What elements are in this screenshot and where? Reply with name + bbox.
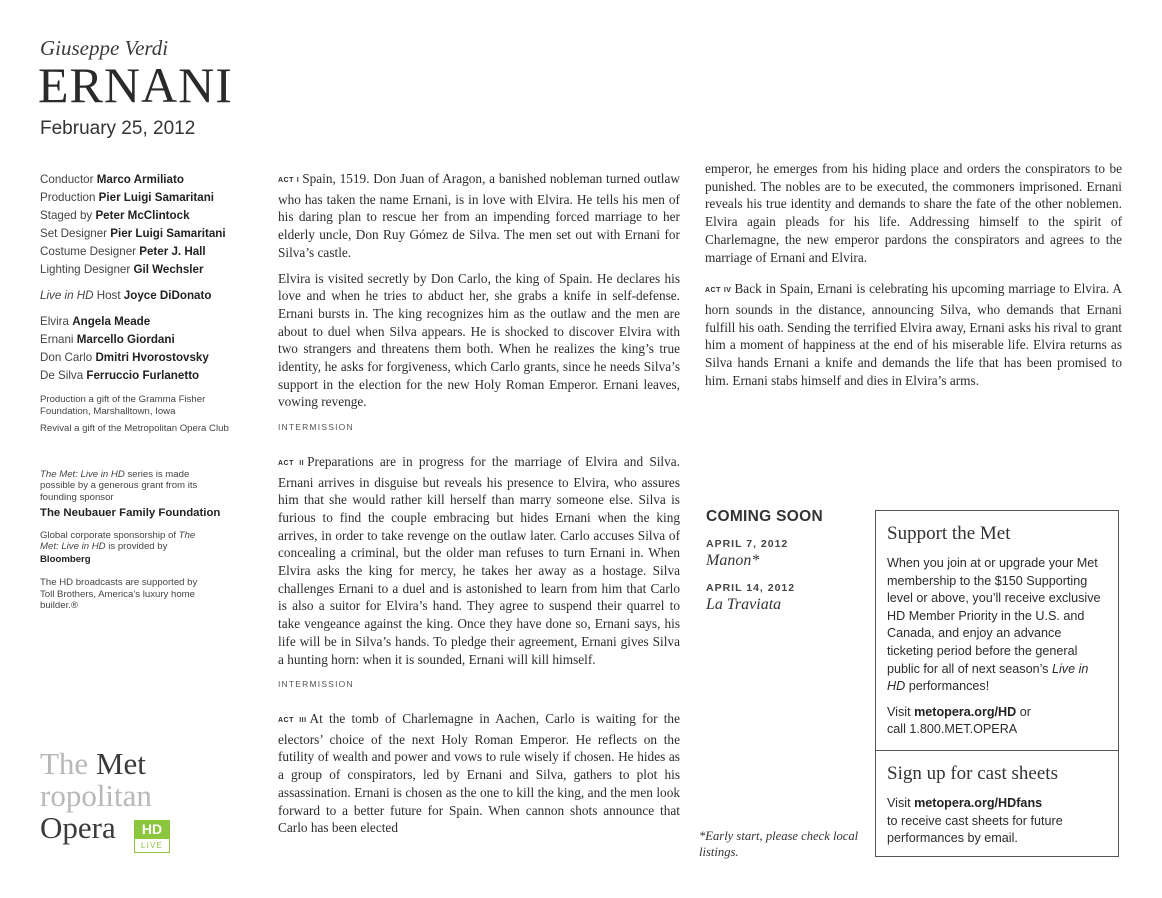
cast-don-carlo: Don Carlo Dmitri Hvorostovsky [40,351,209,364]
credit-set-designer: Set Designer Pier Luigi Samaritani [40,227,226,240]
act1-tag: ACT I [278,177,300,184]
live-label: LIVE [134,838,170,853]
act1-paragraph-1: ACT I Spain, 1519. Don Juan of Aragon, a banished nobleman turned outlaw who has taken the name Ernani, is in love with Elvira. He tells his men of his daring plan to rescue her from an impending forced marriage to her elderly uncle, Don Ruy Gómez de Silva. The men set out with Ernani for Silva’s castle. [278,171,680,260]
act2-tag: ACT II [278,459,305,467]
synopsis-column-2 [705,160,1122,397]
support-body: When you join at or upgrade your Met membership to the $150 Supporting level or above, you’ll receive exclusive HD Member Priority in the U.S. and Canada, and enjoy an advance ticketing period before the general public for all of next season’s Live in HD performances! [887,556,1101,694]
act3-continuation: emperor, he emerges from his hiding place and orders the conspirators to be punished. The nobles are to be executed, the commoners imprisoned. Ernani reveals his true identity and demands to share the fate of the other noblemen. Elvira again pleads for his life. Addressing himself to the spirit of Charlemagne, the new emperor pardons the conspirators and agrees to the marriage of Ernani and Elvira. [705,161,1122,265]
act4-paragraph: ACT IV Back in Spain, Ernani is celebrating his upcoming marriage to Elvira. A horn sounds in the distance, announcing Silva, who demands that Ernani fulfill his oath. Sending the terrified Elvira away, Ernani asks his rival to grant him a moment of happiness at the end of his miserable life. Elvira returns as Silva hands Ernani a knife and demands the life that has been promised to him. Ernani stabs himself and dies in Elvira’s arms. [705,281,1122,388]
cast-sheets-visit: Visit metopera.org/HDfans [887,796,1043,810]
corporate-sponsor-name: Bloomberg [40,553,91,565]
synopsis-column-1 [278,170,680,845]
composer-name: Giuseppe Verdi [40,36,169,60]
credit-conductor: Conductor Marco Armiliato [40,173,184,186]
logo-line-2: ropolitan [40,778,152,813]
sponsor-note: The Met: Live in HD series is made possible by a generous grant from its founding sponsor [40,468,198,503]
credits-column [40,171,265,612]
production-gift-note: Production a gift of the Gramma Fisher Foundation, Marshalltown, Iowa [40,394,206,417]
coming-title-1: Manon* [706,552,760,569]
cast-ernani: Ernani Marcello Giordani [40,333,175,346]
cast-de-silva: De Silva Ferruccio Furlanetto [40,369,200,382]
sponsor-name: The Neubauer Family Foundation [40,507,221,519]
credit-host: Live in HD Host Joyce DiDonato [40,289,212,302]
cast-sheets-body: to receive cast sheets for future performances by email. [887,813,1063,846]
credit-lighting-designer: Lighting Designer Gil Wechsler [40,263,204,276]
intermission-label: INTERMISSION [278,679,354,690]
support-link[interactable]: metopera.org/HD [914,704,1017,719]
support-visit: Visit metopera.org/HD or [887,704,1031,719]
act3-paragraph: ACT III At the tomb of Charlemagne in Aachen, Carlo is waiting for the electors’ choice of the next Holy Roman Emperor. He reflects on the futility of wealth and power and vows to rule wisely if chosen. He hides as a group of conspirators, led by Ernani and Silva, gathers to plot his assassination. Ernani is chosen as the one to kill the king, and the men look forward to a better future for Spain. When cannon shots announce that Carlo has been elected [278,710,680,836]
credit-staged-by: Staged by Peter McClintock [40,209,190,222]
info-box [875,510,1119,857]
cast-sheets-heading: Sign up for cast sheets [887,763,1058,784]
credit-production: Production Pier Luigi Samaritani [40,191,214,204]
revival-gift-note: Revival a gift of the Metropolitan Opera Club [40,423,229,434]
act4-tag: ACT IV [705,287,732,295]
coming-date-1: APRIL 7, 2012 [706,538,789,550]
act3-tag: ACT III [278,716,307,724]
logo-line-3: Opera [40,810,116,845]
act2-paragraph: ACT II Preparations are in progress for the marriage of Elvira and Silva. Ernani arrives in disguise but reveals his presence to Elvira, who assures him that she would rather kill herself than marry someone else. Silva is furious to find the couple embracing but hides Ernani when the king arrives, in order to take revenge on the outlaw later. Carlo accuses Silva of concealing a criminal, but the older man refuses to turn Ernani in. When Elvira asks the king for mercy, he takes her away as a hostage. Silva challenges Ernani to a duel and is astonished to learn from him that Carlo is also a suitor for Elvira’s hand. They agree to suspend their quarrel to take vengeance against the king. Once they have done so, Ernani says, his life will be in Silva’s hands. To pledge their agreement, Ernani gives Silva a hunting horn: when it is sounded, Ernani will kill himself. [278,453,680,667]
cast-sheets-panel [876,751,1118,848]
support-the-met-panel [876,511,1118,751]
cast-sheets-link[interactable]: metopera.org/HDfans [914,796,1043,810]
coming-title-2: La Traviata [706,596,782,613]
logo-line-1: The Met [40,746,146,781]
intermission-label: INTERMISSION [278,422,354,433]
cast-elvira: Elvira Angela Meade [40,315,151,328]
support-phone[interactable]: call 1.800.MET.OPERA [887,722,1018,737]
early-start-footnote: *Early start, please check local listings. [699,829,859,859]
act1-paragraph-2: Elvira is visited secretly by Don Carlo, the king of Spain. He declares his love and when he tries to abduct her, she grabs a knife in self-defense. Ernani bursts in. The king recognizes him as the outlaw and the men are about to duel when Silva appears. He is shocked to discover Elvira with two strangers and threatens them both. When he realizes the king’s true identity, he asks for forgiveness, which Carlo grants, since he needs Silva’s support in the election for the new Holy Roman Emperor. Ernani leaves, vowing revenge. [278,270,680,410]
met-opera-logo [40,746,180,850]
performance-date: February 25, 2012 [40,118,196,139]
coming-soon-heading: COMING SOON [706,508,823,525]
hd-label: HD [134,820,170,838]
coming-date-2: APRIL 14, 2012 [706,582,796,594]
coming-soon-section [706,508,866,614]
credit-costume-designer: Costume Designer Peter J. Hall [40,245,206,258]
broadcast-note: The HD broadcasts are supported by Toll Brothers, America’s luxury home builder.® [40,577,198,611]
hd-live-badge [134,820,170,853]
support-heading: Support the Met [887,523,1011,544]
corporate-sponsor-note: Global corporate sponsorship of The Met: Live in HD is provided by [40,529,196,552]
opera-title: ERNANI [38,57,233,113]
